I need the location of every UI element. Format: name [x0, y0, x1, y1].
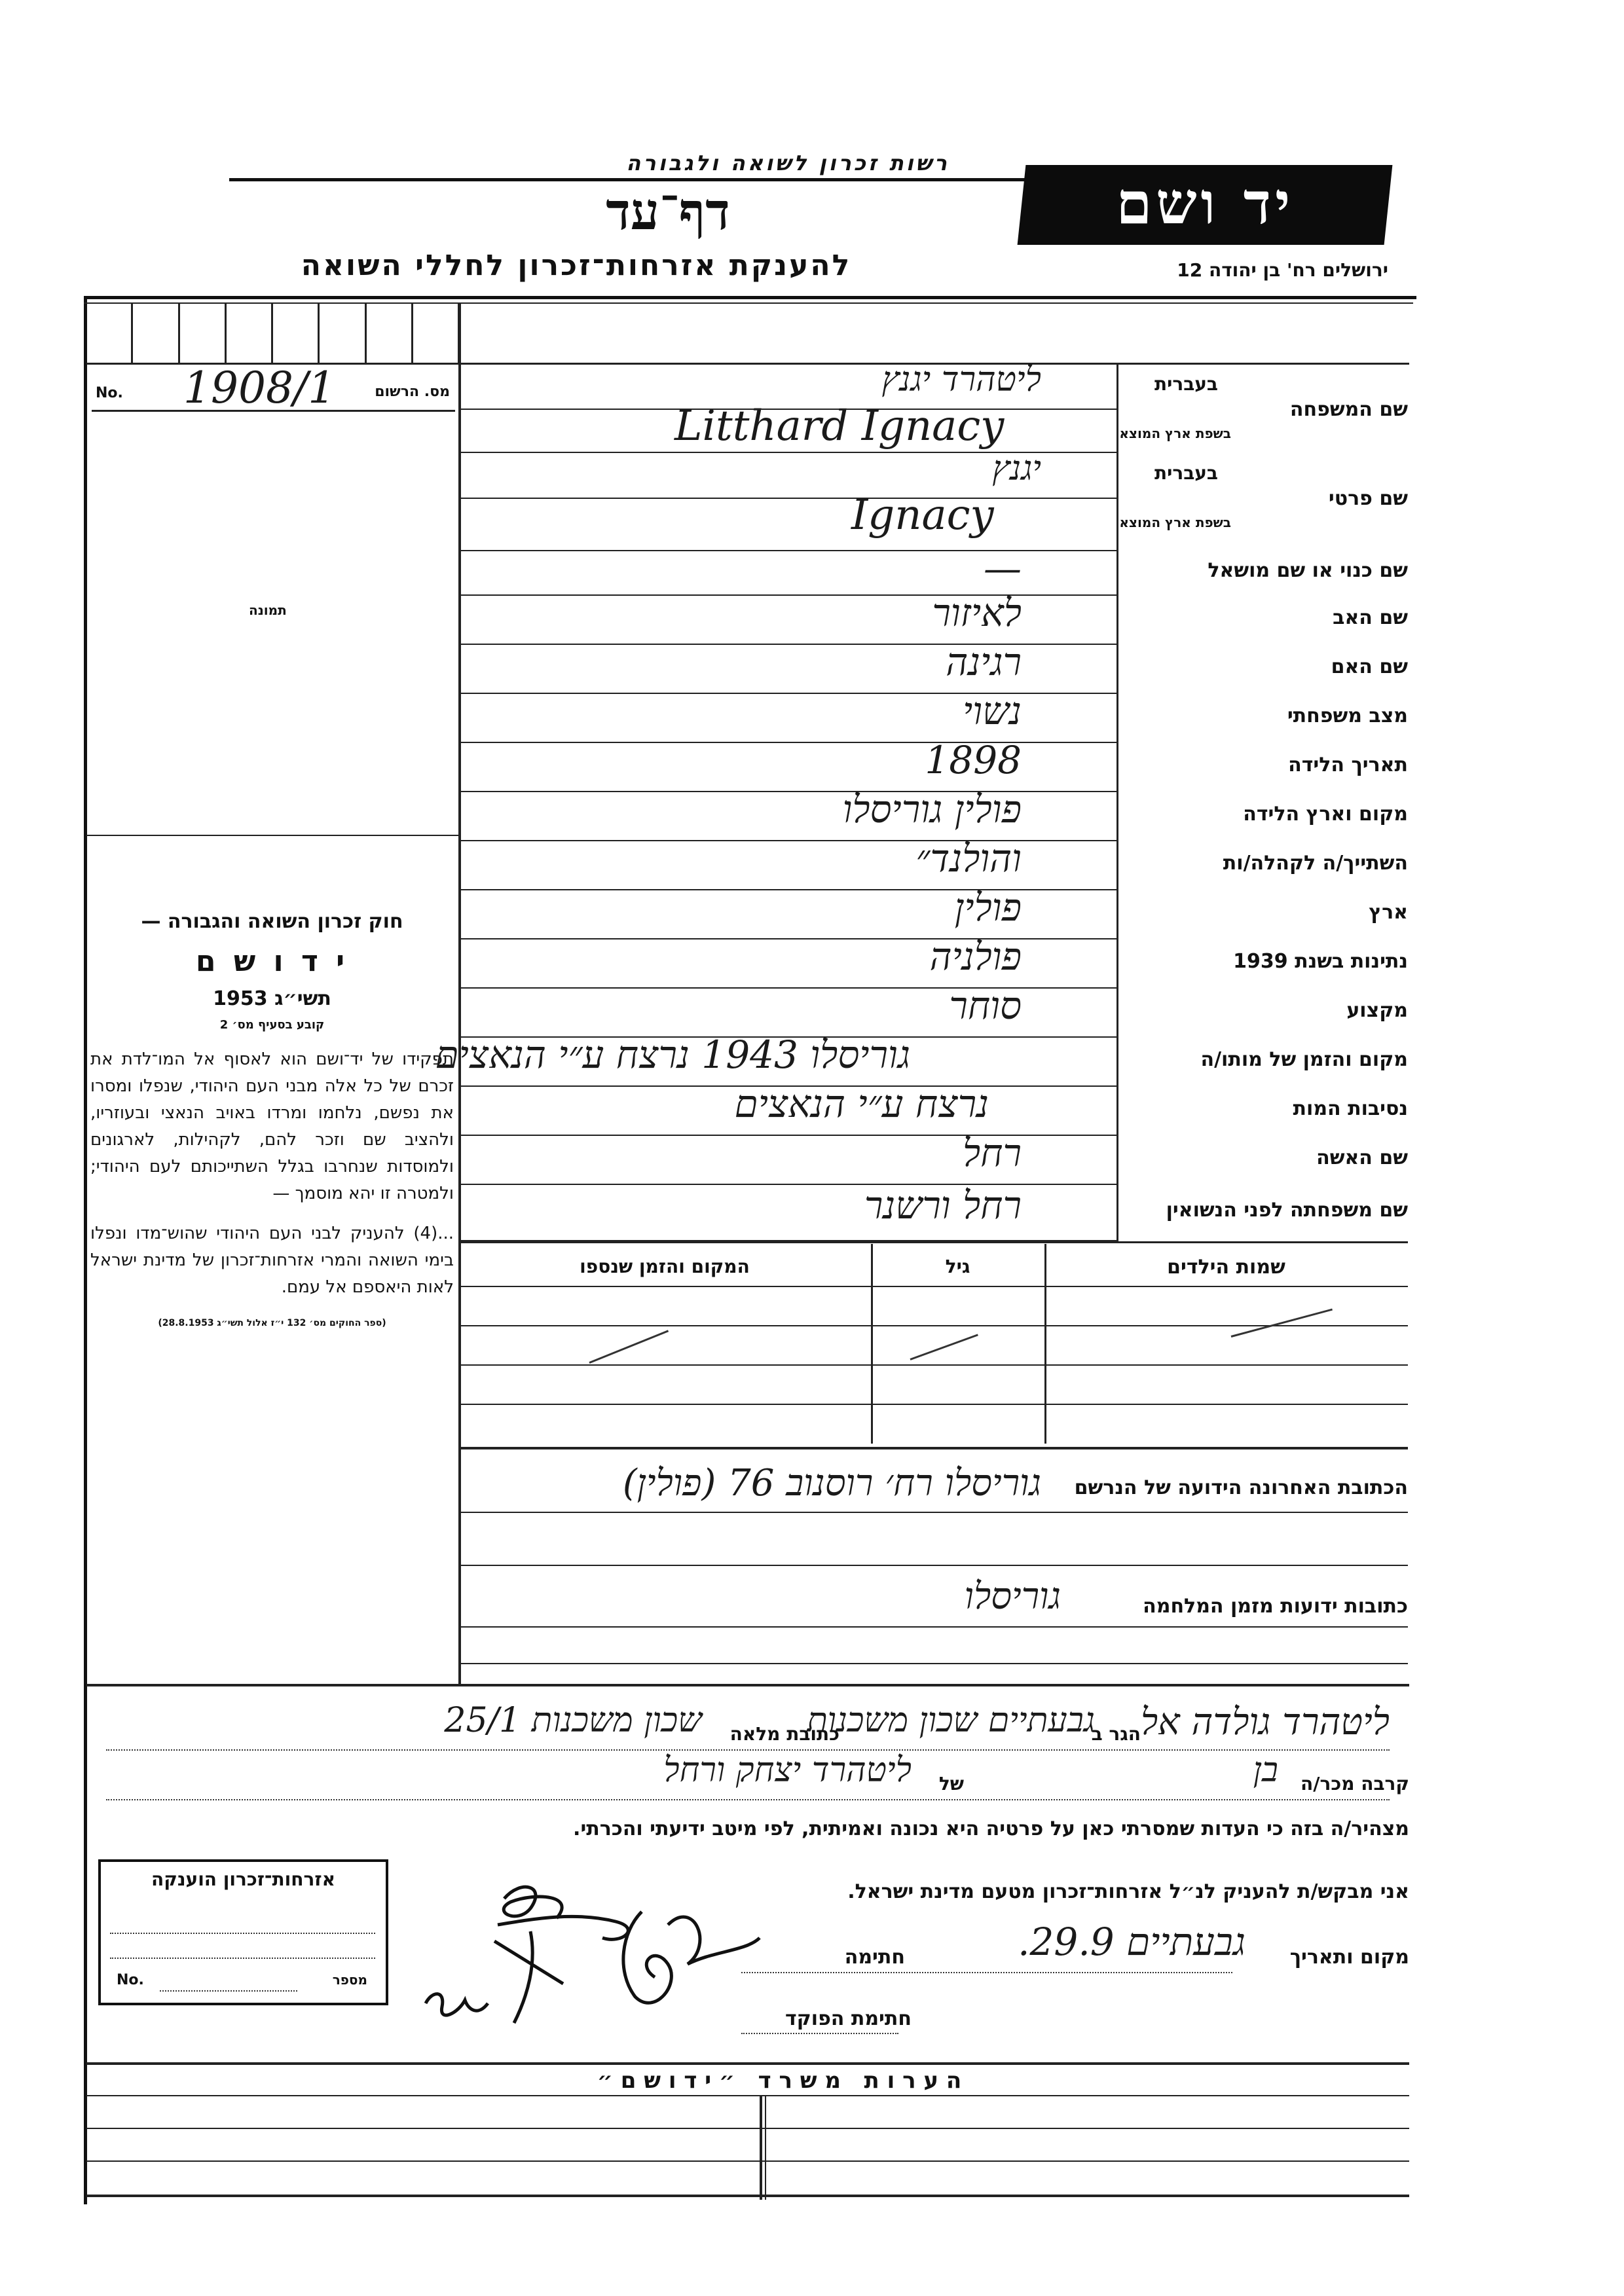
- field-sublabel-local: בשפת ארץ המוצא: [1119, 426, 1231, 441]
- field-label: נתינות בשנת 1939: [1233, 949, 1408, 973]
- logo-text: יד ושם: [1116, 169, 1295, 237]
- field-value: גוריסלו 1943 נרצח ע״י הנאצים: [435, 1032, 910, 1077]
- declarant-of-label: של: [938, 1773, 964, 1795]
- field-row: [458, 885, 1408, 939]
- law-paragraph-1: תפקידו של יד־ושם הוא לאסוף אל המו־לדת את זכרם של כל אלה מבני העם היהודי, שנפלו ומסרו את נפשם, נלחמו ומרדו באויב הנאצי ובעוזריו, ולהציב שם וזכר להם, לקהילות, לארגונים ולמוסדות שנחרבו בגלל השתייכותם לעם היהודי; ולמטרה זו יהא מוסמך —: [90, 1049, 454, 1203]
- field-label: מקום וארץ הלידה: [1243, 802, 1408, 826]
- field-row: [458, 983, 1408, 1038]
- field-value: רחל ורשנר: [864, 1183, 1022, 1228]
- field-label: מקצוע: [1346, 998, 1408, 1022]
- field-row: [458, 738, 1408, 792]
- children-header-age: גיל: [945, 1256, 970, 1277]
- declarant-relation-label: קרבה מכר/ה: [1301, 1773, 1409, 1795]
- citizenship-no-label: No.: [117, 1972, 144, 1988]
- field-value: סוחר: [949, 983, 1022, 1028]
- war-addresses-value: גוריסלו: [964, 1575, 1061, 1618]
- citizenship-box: [98, 1859, 388, 2005]
- field-row: [458, 1082, 1408, 1136]
- law-reference: (ספר החוקים מס׳ 132 י״ז אלול תשי״ג 28.8.1953): [158, 1318, 386, 1328]
- law-title: חוק זכרון השואה והגבורה —: [141, 910, 403, 933]
- field-label: מקום והזמן של מותו/ה: [1200, 1048, 1408, 1071]
- code-boxes: [86, 302, 460, 363]
- field-value: —: [984, 546, 1022, 591]
- declarant-of-value: ליטהרד יצחק ורחל: [663, 1751, 912, 1790]
- registration-value: 1908/1: [183, 363, 336, 413]
- declaration-text: מצהיר/ה בזה כי העדות שמסרתי כאן על פרטיה היא נכונה ואמיתית, לפי מיטב ידיעתי והכרתי.: [573, 1817, 1409, 1840]
- official-signature-label: חתימת הפוקד: [785, 2007, 912, 2030]
- law-box: [90, 910, 454, 1328]
- request-text: אני מבקש/ת להעניק לנ״ל אזרחות־זכרון מטעם מדינת ישראל.: [847, 1880, 1409, 1903]
- field-value: והולנד״: [915, 836, 1022, 881]
- field-label: שם האב: [1333, 606, 1408, 629]
- children-table: [458, 1244, 1408, 1444]
- field-row: [458, 934, 1408, 989]
- photo-label: תמונה: [249, 602, 287, 618]
- field-row: [458, 836, 1408, 890]
- citizenship-title: אזרחות־זכרון הוענקה: [151, 1868, 335, 1890]
- field-label: שם משפחתה לפני הנשואין: [1166, 1199, 1408, 1222]
- children-header-places: המקום והזמן שנספו: [580, 1256, 750, 1277]
- field-label: שם האשה: [1316, 1146, 1408, 1169]
- field-value: פולין: [954, 885, 1022, 930]
- law-clause: קובע בסעיף מס׳ 2: [219, 1018, 325, 1032]
- field-label: השתייך/ה לקהלה/ות: [1223, 851, 1408, 875]
- registration-label: מס. הרשום: [375, 384, 450, 400]
- children-header-names: שמות הילדים: [1167, 1256, 1285, 1279]
- field-value: נרצח ע״י הנאצים: [734, 1082, 989, 1126]
- war-addresses-label: כתובות ידועות מזמן המלחמה: [1143, 1595, 1408, 1618]
- field-row: [458, 449, 1408, 551]
- field-value: נשוי: [963, 689, 1022, 733]
- field-value: פולניה: [929, 934, 1022, 979]
- declarant-name: ליטהרד גולדה אל: [1140, 1701, 1390, 1743]
- citizenship-number-label: מספר: [332, 1972, 367, 1988]
- form-subtitle: להענקת אזרחות־זכרון לחללי השואה: [301, 249, 852, 282]
- registration-number: [92, 363, 455, 413]
- handwritten-signatures: [406, 1872, 773, 2043]
- field-label: נסיבות המות: [1293, 1097, 1408, 1120]
- declarant-relation-value: בן: [1253, 1751, 1278, 1790]
- field-label: תאריך הלידה: [1288, 753, 1408, 776]
- notes-title: ה ע ר ו ת מ ש ר ד ״ י ד ו ש ם ״: [597, 2068, 962, 2094]
- field-label: שם פרטי: [1328, 487, 1408, 510]
- field-value: לאיזור: [932, 591, 1022, 635]
- field-row: [458, 360, 1408, 453]
- law-paragraph-2: ...(4) להעניק לבני העם היהודי שהוש־מדו ונפלו בימי השואה והמרי אזרחות־זכרון של מדינת ישראל לאות היאספם אל עמם.: [90, 1224, 454, 1297]
- field-value-hebrew: ליטהרד יגנץ: [881, 360, 1041, 399]
- field-sublabel-local: בשפת ארץ המוצא: [1119, 515, 1231, 530]
- field-value: רחל: [963, 1131, 1022, 1175]
- signature-label: חתימה: [844, 1946, 905, 1969]
- field-value-local: Ignacy: [851, 491, 994, 539]
- place-date-label: מקום ותאריך: [1289, 1946, 1409, 1969]
- field-row: [458, 1185, 1408, 1241]
- form-title: דף־עד: [606, 182, 730, 242]
- field-value: פולין גוריסלו: [842, 787, 1022, 831]
- top-strip-text: רשות זכרון לשואה ולגבורה: [626, 151, 950, 175]
- last-address-label: הכתובת האחרונה הידועה של הנרשם: [1074, 1476, 1408, 1499]
- field-row: [458, 689, 1408, 743]
- law-name: י ד ו ש ם: [195, 945, 349, 978]
- declarant-resides-value: גבעתיים שכון משכנות: [807, 1701, 1095, 1740]
- field-row: [458, 1131, 1408, 1185]
- field-value-hebrew: יגנץ: [992, 449, 1041, 488]
- field-label: שם כנוי או שם מושאל: [1208, 559, 1408, 582]
- field-value: 1898: [925, 738, 1022, 782]
- field-row: [435, 1032, 1408, 1087]
- field-sublabel-hebrew: בעברית: [1154, 462, 1218, 484]
- field-label: שם המשפחה: [1289, 398, 1408, 421]
- declarant-address-label: כתובת מלאה: [729, 1723, 840, 1745]
- field-value-local: Litthard Ignacy: [674, 402, 1005, 450]
- field-sublabel-hebrew: בעברית: [1154, 373, 1218, 395]
- last-address-value: גוריסלו רח׳ רוסנוב 76 (פולין): [622, 1462, 1041, 1504]
- field-label: מצב משפחתי: [1287, 704, 1408, 727]
- last-address-row: [458, 1457, 1408, 1529]
- field-label: ארץ: [1369, 900, 1408, 924]
- declarant-resides-label: הגר ב: [1091, 1723, 1141, 1745]
- declarant-address-value: שכון משכנות 25/1: [444, 1701, 702, 1740]
- place-date-value: גבעתיים 29.9.: [1018, 1920, 1246, 1964]
- yad-vashem-logo: [1018, 165, 1393, 245]
- field-value: רגינה: [946, 640, 1022, 684]
- field-row: [458, 787, 1408, 841]
- field-label: שם האם: [1331, 655, 1408, 678]
- war-addresses-row: [458, 1571, 1408, 1643]
- logo-address: ירושלים רח' בן יהודה 12: [1177, 259, 1388, 281]
- law-year: תשי״ג 1953: [213, 987, 331, 1010]
- field-row: [458, 546, 1408, 596]
- registration-no-label: No.: [96, 385, 123, 401]
- field-row: [458, 640, 1408, 694]
- field-row: [458, 591, 1408, 645]
